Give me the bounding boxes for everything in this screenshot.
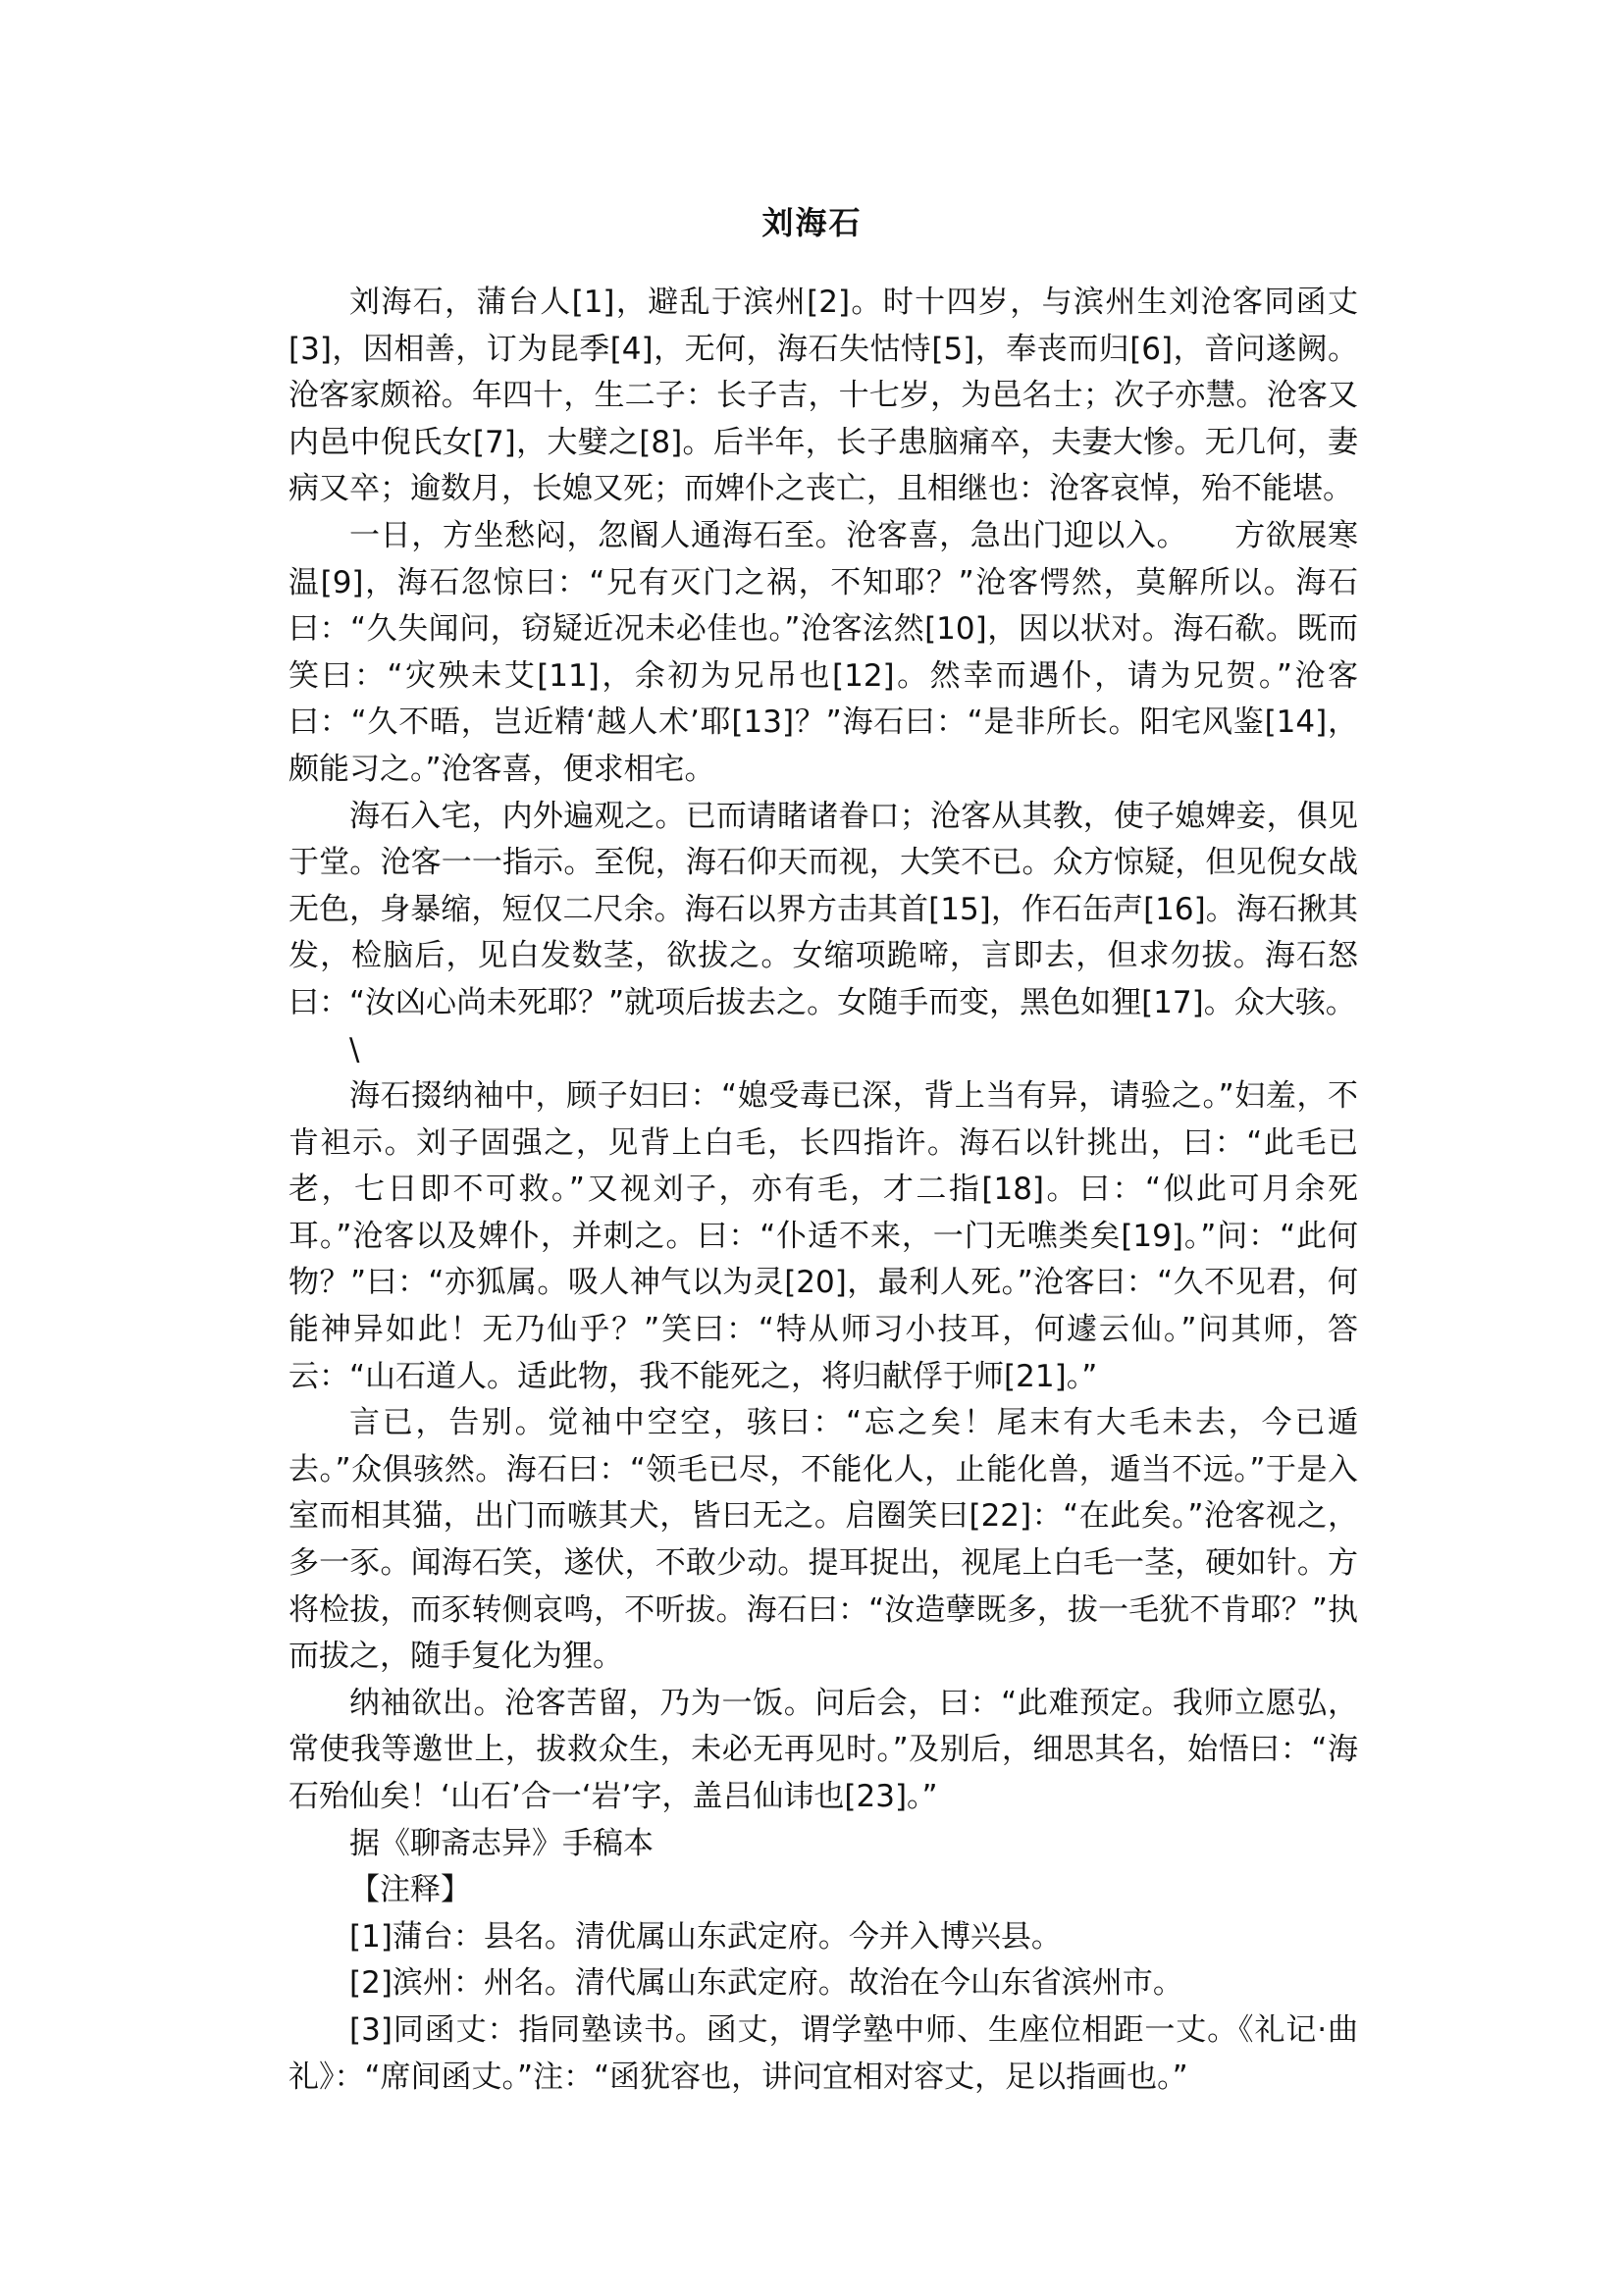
document-body (288, 280, 1358, 2101)
annotation: [1]蒲台：县名。清优属山东武定府。今并入博兴县。 (349, 1918, 1062, 1955)
source-note: 据《聊斋志异》手稿本 (349, 1825, 654, 1861)
paragraph: 纳袖欲出。沧客苦留，乃为一饭。问后会，曰：“此难预定。我师立愿弘，常使我等邀世上，拔救众生，未必无再见时。”及别后，细思其名，始悟曰：“海石殆仙矣！‘山石’合一‘岩’字，盖吕仙讳也[23]。” (288, 1685, 1358, 1814)
annotation: [3]同函丈：指同塾读书。函丈，谓学塾中师、生座位相距一丈。《礼记·曲礼》：“席间函丈。”注：“函犹容也，讲问宜相对容丈，足以指画也。” (288, 2011, 1358, 2095)
annotation: [2]滨州：州名。清代属山东武定府。故治在今山东省滨州市。 (349, 1965, 1183, 2002)
paragraph: 一日，方坐愁闷，忽阍人通海石至。沧客喜，急出门迎以入。 方欲展寒温[9]，海石忽惊曰：“兄有灭门之祸，不知耶？”沧客愕然，莫解所以。海石曰：“久失闻问，窃疑近况未必佳也。”沧客泫然[10]，因以状对。海石欷。既而笑曰：“灾殃未艾[11]，余初为兄吊也[12]。然幸而遇仆，请为兄贺。”沧客曰：“久不晤，岂近精‘越人术’耶[13]？”海石曰：“是非所长。阳宅风鉴[14]，颇能习之。”沧客喜，便求相宅。 (288, 517, 1358, 787)
paragraph: 海石入宅，内外遍观之。已而请睹诸眷口；沧客从其教，使子媳婢妾，俱见于堂。沧客一一指示。至倪，海石仰天而视，大笑不已。众方惊疑，但见倪女战无色，身暴缩，短仅二尺余。海石以界方击其首[15]，作石缶声[16]。海石揪其发，检脑后，见白发数茎，欲拔之。女缩项跪啼，言即去，但求勿拔。海石怒曰：“汝凶心尚未死耶？”就项后拔去之。女随手而变，黑色如狸[17]。众大骇。 (288, 798, 1358, 1020)
paragraph: \ (349, 1031, 360, 1068)
paragraph: 海石掇纳袖中，顾子妇曰：“媳受毒已深，背上当有异，请验之。”妇羞，不肯袒示。刘子固强之，见背上白毛，长四指许。海石以针挑出，曰：“此毛已老，七日即不可救。”又视刘子，亦有毛，才二指[18]。曰：“似此可月余死耳。”沧客以及婢仆，并刺之。曰：“仆适不来，一门无噍类矣[19]。”问：“此何物？”曰：“亦狐属。吸人神气以为灵[20]，最利人死。”沧客曰：“久不见君，何能神异如此！无乃仙乎？”笑曰：“特从师习小技耳，何遽云仙。”问其师，答云：“山石道人。适此物，我不能死之，将归献俘于师[21]。” (288, 1078, 1358, 1394)
paragraph: 言已，告别。觉袖中空空，骇曰：“忘之矣！尾末有大毛未去，今已遁去。”众俱骇然。海石曰：“领毛已尽，不能化人，止能化兽，遁当不远。”于是入室而相其猫，出门而嗾其犬，皆曰无之。启圈笑曰[22]：“在此矣。”沧客视之，多一豕。闻海石笑，遂伏，不敢少动。提耳捉出，视尾上白毛一茎，硬如针。方将检拔，而豕转侧哀鸣，不听拔。海石曰：“汝造孽既多，拔一毛犹不肯耶？”执而拔之，随手复化为狸。 (288, 1405, 1358, 1675)
notes-heading: 【注释】 (349, 1872, 471, 1908)
paragraph: 刘海石，蒲台人[1]，避乱于滨州[2]。时十四岁，与滨州生刘沧客同函丈[3]，因相善，订为昆季[4]，无何，海石失怙恃[5]，奉丧而归[6]，音问遂阙。沧客家颇裕。年四十，生二子：长子吉，十七岁，为邑名士；次子亦慧。沧客又内邑中倪氏女[7]，大嬖之[8]。后半年，长子患脑痛卒，夫妻大惨。无几何，妻病又卒；逾数月，长媳又死；而婢仆之丧亡，且相继也：沧客哀悼，殆不能堪。 (288, 285, 1358, 507)
page-title: 刘海石 (761, 204, 863, 241)
